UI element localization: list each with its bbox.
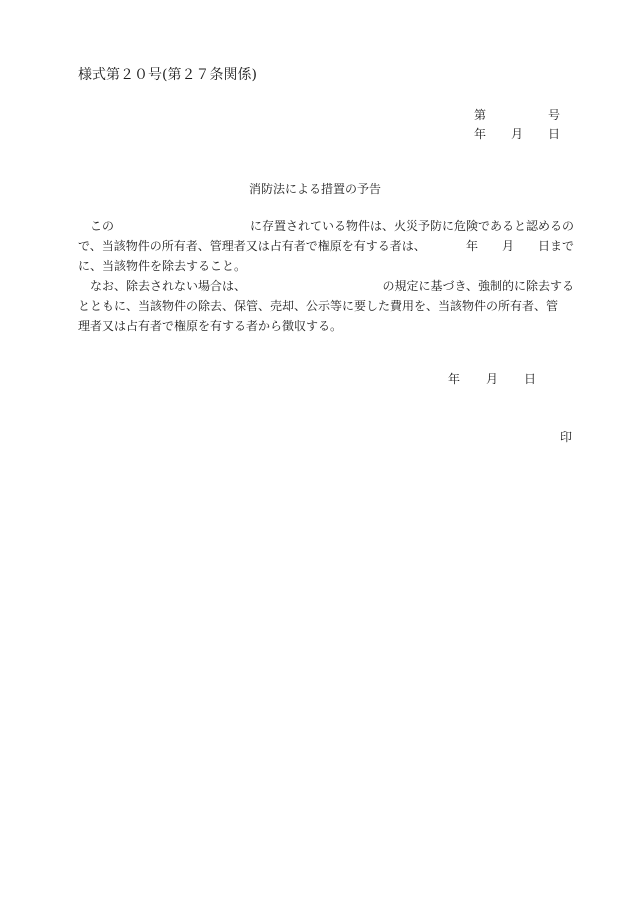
body-line [78,236,574,256]
body-line [78,256,574,276]
document-number-prefix: 第 [474,108,487,122]
deadline-day: 日まで [537,239,574,253]
body-text-segment: この [90,219,115,233]
deadline-year: 年 [465,239,478,253]
document-title: 消防法による措置の予告 [248,182,381,196]
body-text-segment: なお、除去されない場合は、 [90,279,247,293]
document-date-day: 日 [548,127,561,141]
body-line [78,216,574,236]
body-line [78,296,574,316]
issue-date-day: 日 [524,372,537,386]
body-text-segment: 理者又は占有者で権原を有する者から徴収する。 [78,319,343,333]
document-date-month: 月 [511,127,524,141]
form-number: 様式第２０号(第２７条関係) [78,67,257,83]
body-text-segment: に、当該物件を除去すること。 [78,259,247,273]
document-number-suffix: 号 [548,108,561,122]
body-text-segment: で、当該物件の所有者、管理者又は占有者で権原を有する者は、 [78,239,426,253]
seal-mark: 印 [560,430,573,444]
body-text-segment: に存置されている物件は、火災予防に危険であると認めるの [249,219,574,233]
body-text-segment: とともに、当該物件の除去、保管、売却、公示等に要した費用を、当該物件の所有者、管 [78,299,559,313]
body-line [78,316,574,336]
issue-date-year: 年 [448,372,461,386]
body-text-segment: の規定に基づき、強制的に除去する [382,279,574,293]
issue-date-month: 月 [486,372,499,386]
body-line [78,276,574,296]
notice-body [78,216,574,336]
deadline-month: 月 [501,239,514,253]
deadline-date [466,236,574,256]
document-date-year: 年 [474,127,487,141]
